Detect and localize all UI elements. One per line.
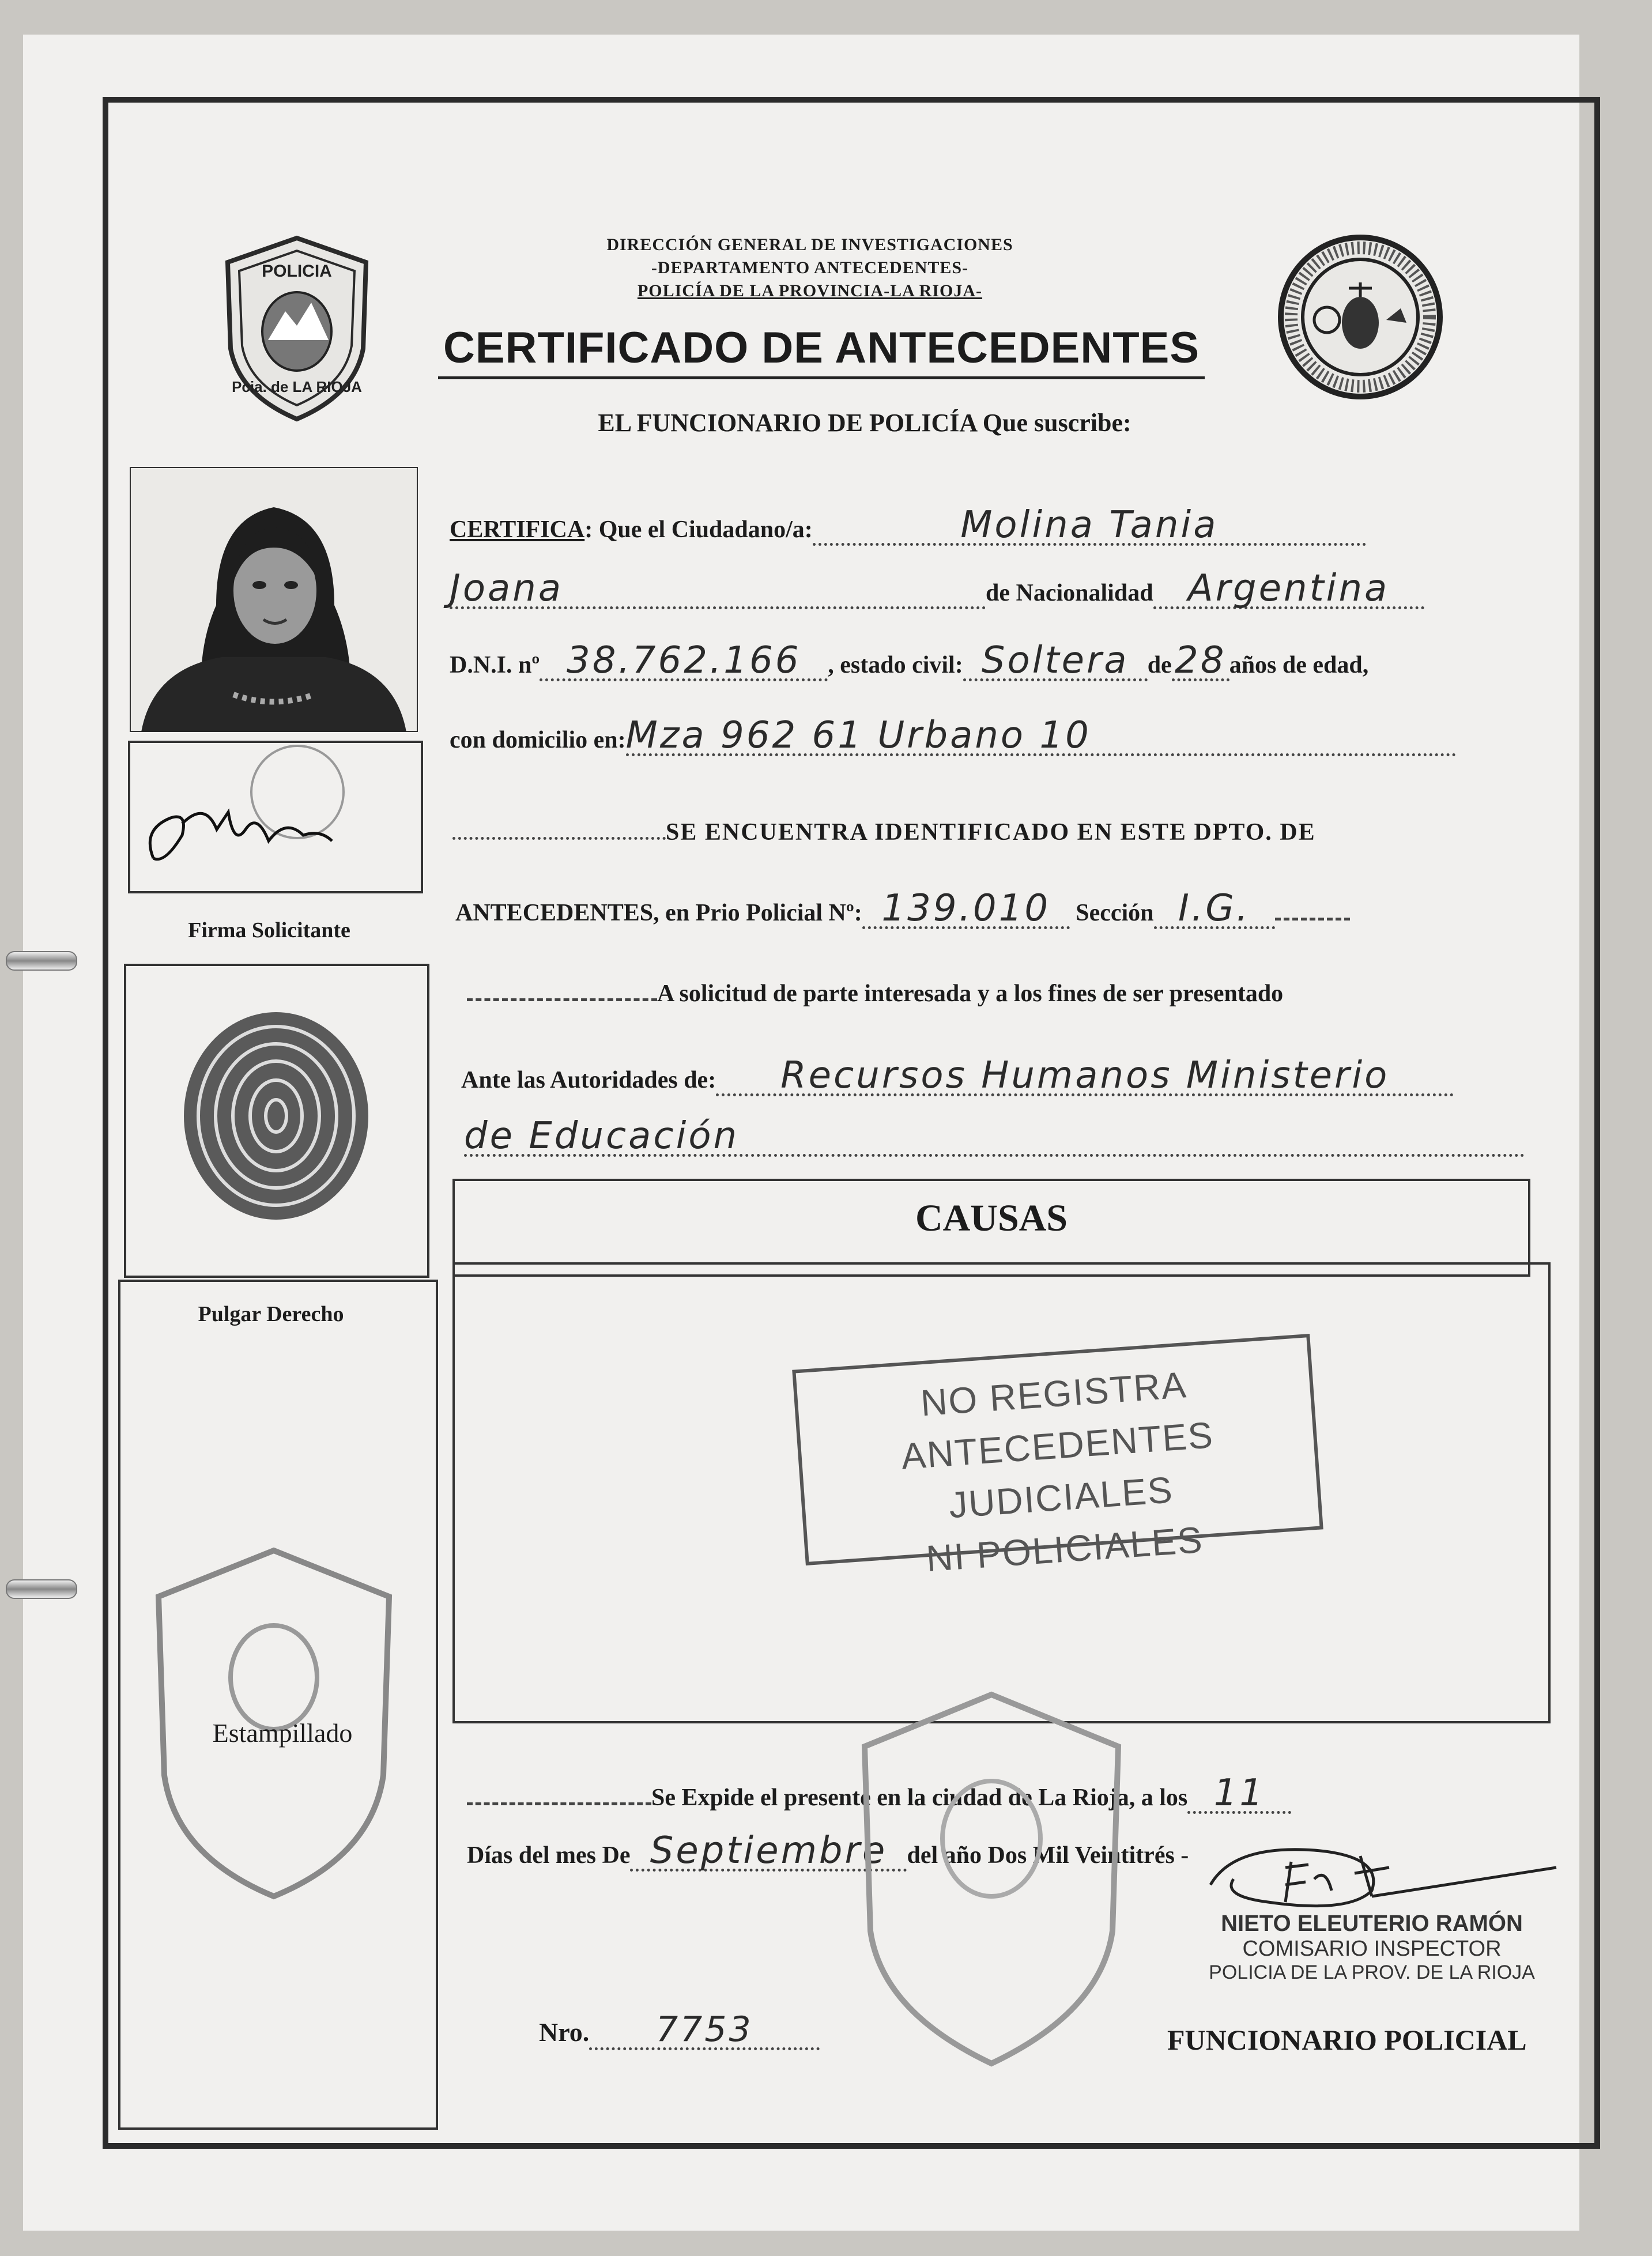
applicant-signature (130, 743, 421, 890)
antecedentes-line (455, 887, 1350, 930)
dash-rule (1275, 912, 1350, 920)
provincial-police-round-seal (1274, 233, 1447, 401)
de-label: de (1147, 652, 1172, 678)
dash-rule (467, 1797, 651, 1805)
dni-field: 38.762.166 (540, 643, 828, 681)
dept-line-2: -DEPARTAMENTO ANTECEDENTES- (651, 258, 969, 277)
ciudadano-text: : Que el Ciudadano/a: (584, 516, 813, 543)
thumbprint-image (126, 966, 426, 1274)
autoridades-line (461, 1054, 1454, 1097)
police-badge-seal (219, 233, 375, 424)
badge-text-top: POLICIA (262, 262, 332, 281)
applicant-photo (130, 467, 418, 732)
name-field-2: Joana (450, 571, 986, 609)
solicitud-text: A solicitud de parte interesada y a los fines de ser presentado (657, 980, 1284, 1007)
edad-field: 28 (1172, 643, 1229, 681)
prio-policial-field: 139.010 (862, 891, 1070, 929)
seccion-label: Sección (1076, 900, 1154, 926)
nro-line (539, 2009, 820, 2050)
dni-line (450, 639, 1369, 682)
badge-text-bottom: Pcia. de LA RIOJA (232, 378, 362, 395)
name-continuation-line (450, 567, 1424, 610)
stamp-line-3: NI POLICIALES (925, 1518, 1205, 1580)
applicant-signature-box (128, 741, 423, 893)
edad-label: años de edad, (1229, 652, 1369, 678)
nro-label: Nro. (539, 2017, 590, 2047)
domicilio-line (450, 714, 1456, 757)
seccion-field: I.G. (1154, 891, 1275, 929)
nacionalidad-label: de Nacionalidad (986, 580, 1153, 606)
dia-field: 11 (1187, 1775, 1291, 1814)
no-registra-stamp (792, 1334, 1323, 1580)
issuing-office-seal (853, 1689, 1130, 2069)
binder-ring (6, 1579, 77, 1599)
certifica-line (450, 504, 1366, 546)
certificate-title: CERTIFICADO DE ANTECEDENTES (438, 323, 1205, 379)
estampillado-label: Estampillado (212, 1718, 353, 1748)
certificate-subtitle: EL FUNCIONARIO DE POLICÍA Que suscribe: (598, 409, 1131, 437)
stamp-line-1: NO REGISTRA (919, 1364, 1189, 1424)
solicitud-line (467, 980, 1283, 1008)
stamp-line-2: ANTECEDENTES JUDICIALES (900, 1414, 1215, 1526)
dias-label: Días del mes De (467, 1842, 631, 1869)
dotted-leader (452, 831, 666, 840)
dni-label: D.N.I. nº (450, 652, 540, 678)
funcionario-policial-label: FUNCIONARIO POLICIAL (1167, 2024, 1527, 2056)
signer-unit: POLICIA DE LA PROV. DE LA RIOJA (1209, 1961, 1535, 1983)
autoridades-label: Ante las Autoridades de: (461, 1067, 716, 1093)
autoridades-continuation-line (464, 1115, 1525, 1157)
dept-line-1: DIRECCIÓN GENERAL DE INVESTIGACIONES (606, 235, 1013, 254)
antecedentes-text: ANTECEDENTES, (455, 900, 659, 926)
nro-field: 7753 (589, 2012, 820, 2050)
prio-policial-label: en Prio Policial Nº: (665, 900, 862, 926)
signer-block (1199, 1911, 1545, 1984)
binder-ring (6, 951, 77, 971)
identificado-line (452, 818, 1316, 846)
nacionalidad-field: Argentina (1153, 571, 1424, 609)
certifica-label: CERTIFICA (450, 516, 585, 543)
dept-line-3: POLICÍA DE LA PROVINCIA-LA RIOJA- (637, 281, 983, 300)
domicilio-field: Mza 962 61 Urbano 10 (626, 718, 1456, 756)
dash-rule (467, 993, 657, 1001)
autoridades-field-1: Recursos Humanos Ministerio (716, 1058, 1454, 1096)
estado-civil-label: , estado civil: (828, 652, 963, 678)
domicilio-label: con domicilio en: (450, 727, 626, 753)
firma-solicitante-label: Firma Solicitante (188, 918, 350, 942)
pulgar-derecho-label: Pulgar Derecho (198, 1302, 344, 1326)
signer-rank: COMISARIO INSPECTOR (1242, 1937, 1502, 1961)
autoridades-field-2: de Educación (464, 1118, 1525, 1157)
name-field-1: Molina Tania (813, 507, 1366, 546)
estado-civil-field: Soltera (963, 643, 1148, 681)
thumbprint-box (124, 964, 429, 1278)
causas-heading: CAUSAS (452, 1179, 1530, 1277)
identificado-text: SE ENCUENTRA IDENTIFICADO EN ESTE DPTO. DE (666, 819, 1316, 846)
department-header (507, 233, 1112, 303)
signer-name: NIETO ELEUTERIO RAMÓN (1221, 1911, 1523, 1936)
mes-field: Septiembre (630, 1833, 907, 1872)
anio-text: del año Dos Mil Veintitrés - (907, 1842, 1189, 1869)
expide-text: Se Expide el presente en la ciudad de La Rioja, a los (651, 1785, 1188, 1811)
